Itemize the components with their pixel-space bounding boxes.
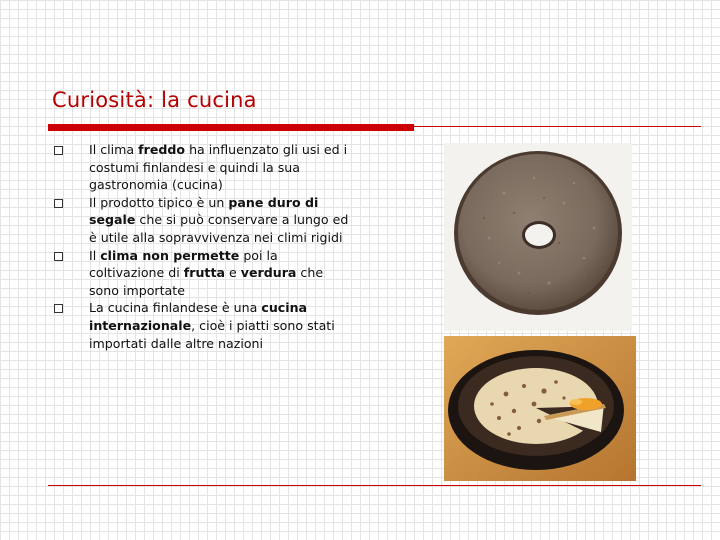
bullet-item-4 bbox=[52, 299, 352, 352]
bullet-bold-text: frutta bbox=[183, 265, 225, 281]
bullet-list bbox=[52, 141, 352, 352]
bullet-item-3 bbox=[52, 247, 352, 300]
bullet-text bbox=[89, 195, 348, 245]
slide-title: Curiosità: la cucina bbox=[52, 88, 257, 112]
bullet-item-2 bbox=[52, 194, 352, 247]
square-bullet-icon bbox=[54, 304, 63, 313]
bullet-bold-text: cucina internazionale bbox=[89, 300, 308, 333]
bullet-text bbox=[89, 142, 347, 192]
square-bullet-icon bbox=[54, 199, 63, 208]
bullet-plain-text: poi la coltivazione di bbox=[89, 247, 278, 281]
bullet-plain-text: Il clima bbox=[89, 142, 139, 157]
bullet-plain-text: La cucina finlandese è una bbox=[89, 300, 262, 316]
bullet-bold-text: verdura bbox=[240, 265, 297, 281]
bullet-bold-text: clima non permette bbox=[100, 247, 240, 263]
bullet-text bbox=[89, 300, 335, 350]
bullet-plain-text: Il bbox=[89, 247, 101, 263]
baked-cheese-dish-photo bbox=[444, 336, 636, 481]
square-bullet-icon bbox=[54, 146, 63, 155]
bullet-plain-text: , cioè i piatti sono stati importati dalle altre nazioni bbox=[89, 317, 335, 351]
bullet-bold-text: freddo bbox=[138, 142, 186, 157]
bullet-item-1 bbox=[52, 141, 352, 194]
title-accent-bar bbox=[48, 124, 414, 131]
rye-bread-ring-photo bbox=[444, 143, 632, 331]
title-divider-line bbox=[414, 126, 701, 127]
bullet-plain-text: ha influenzato gli usi ed i costumi finlandesi e quindi la sua gastronomia (cucina) bbox=[89, 142, 348, 193]
bullet-plain-text: che sono importate bbox=[89, 265, 324, 298]
bullet-plain-text: che si può conservare a lungo ed è utile alla sopravvivenza nei climi rigidi bbox=[89, 212, 349, 245]
bullet-plain-text: Il prodotto tipico è un bbox=[89, 194, 229, 210]
square-bullet-icon bbox=[54, 252, 63, 261]
bullet-plain-text: e bbox=[224, 265, 241, 281]
bullet-text bbox=[89, 248, 323, 298]
footer-divider-line bbox=[48, 485, 701, 486]
bullet-bold-text: pane duro di segale bbox=[89, 194, 319, 228]
